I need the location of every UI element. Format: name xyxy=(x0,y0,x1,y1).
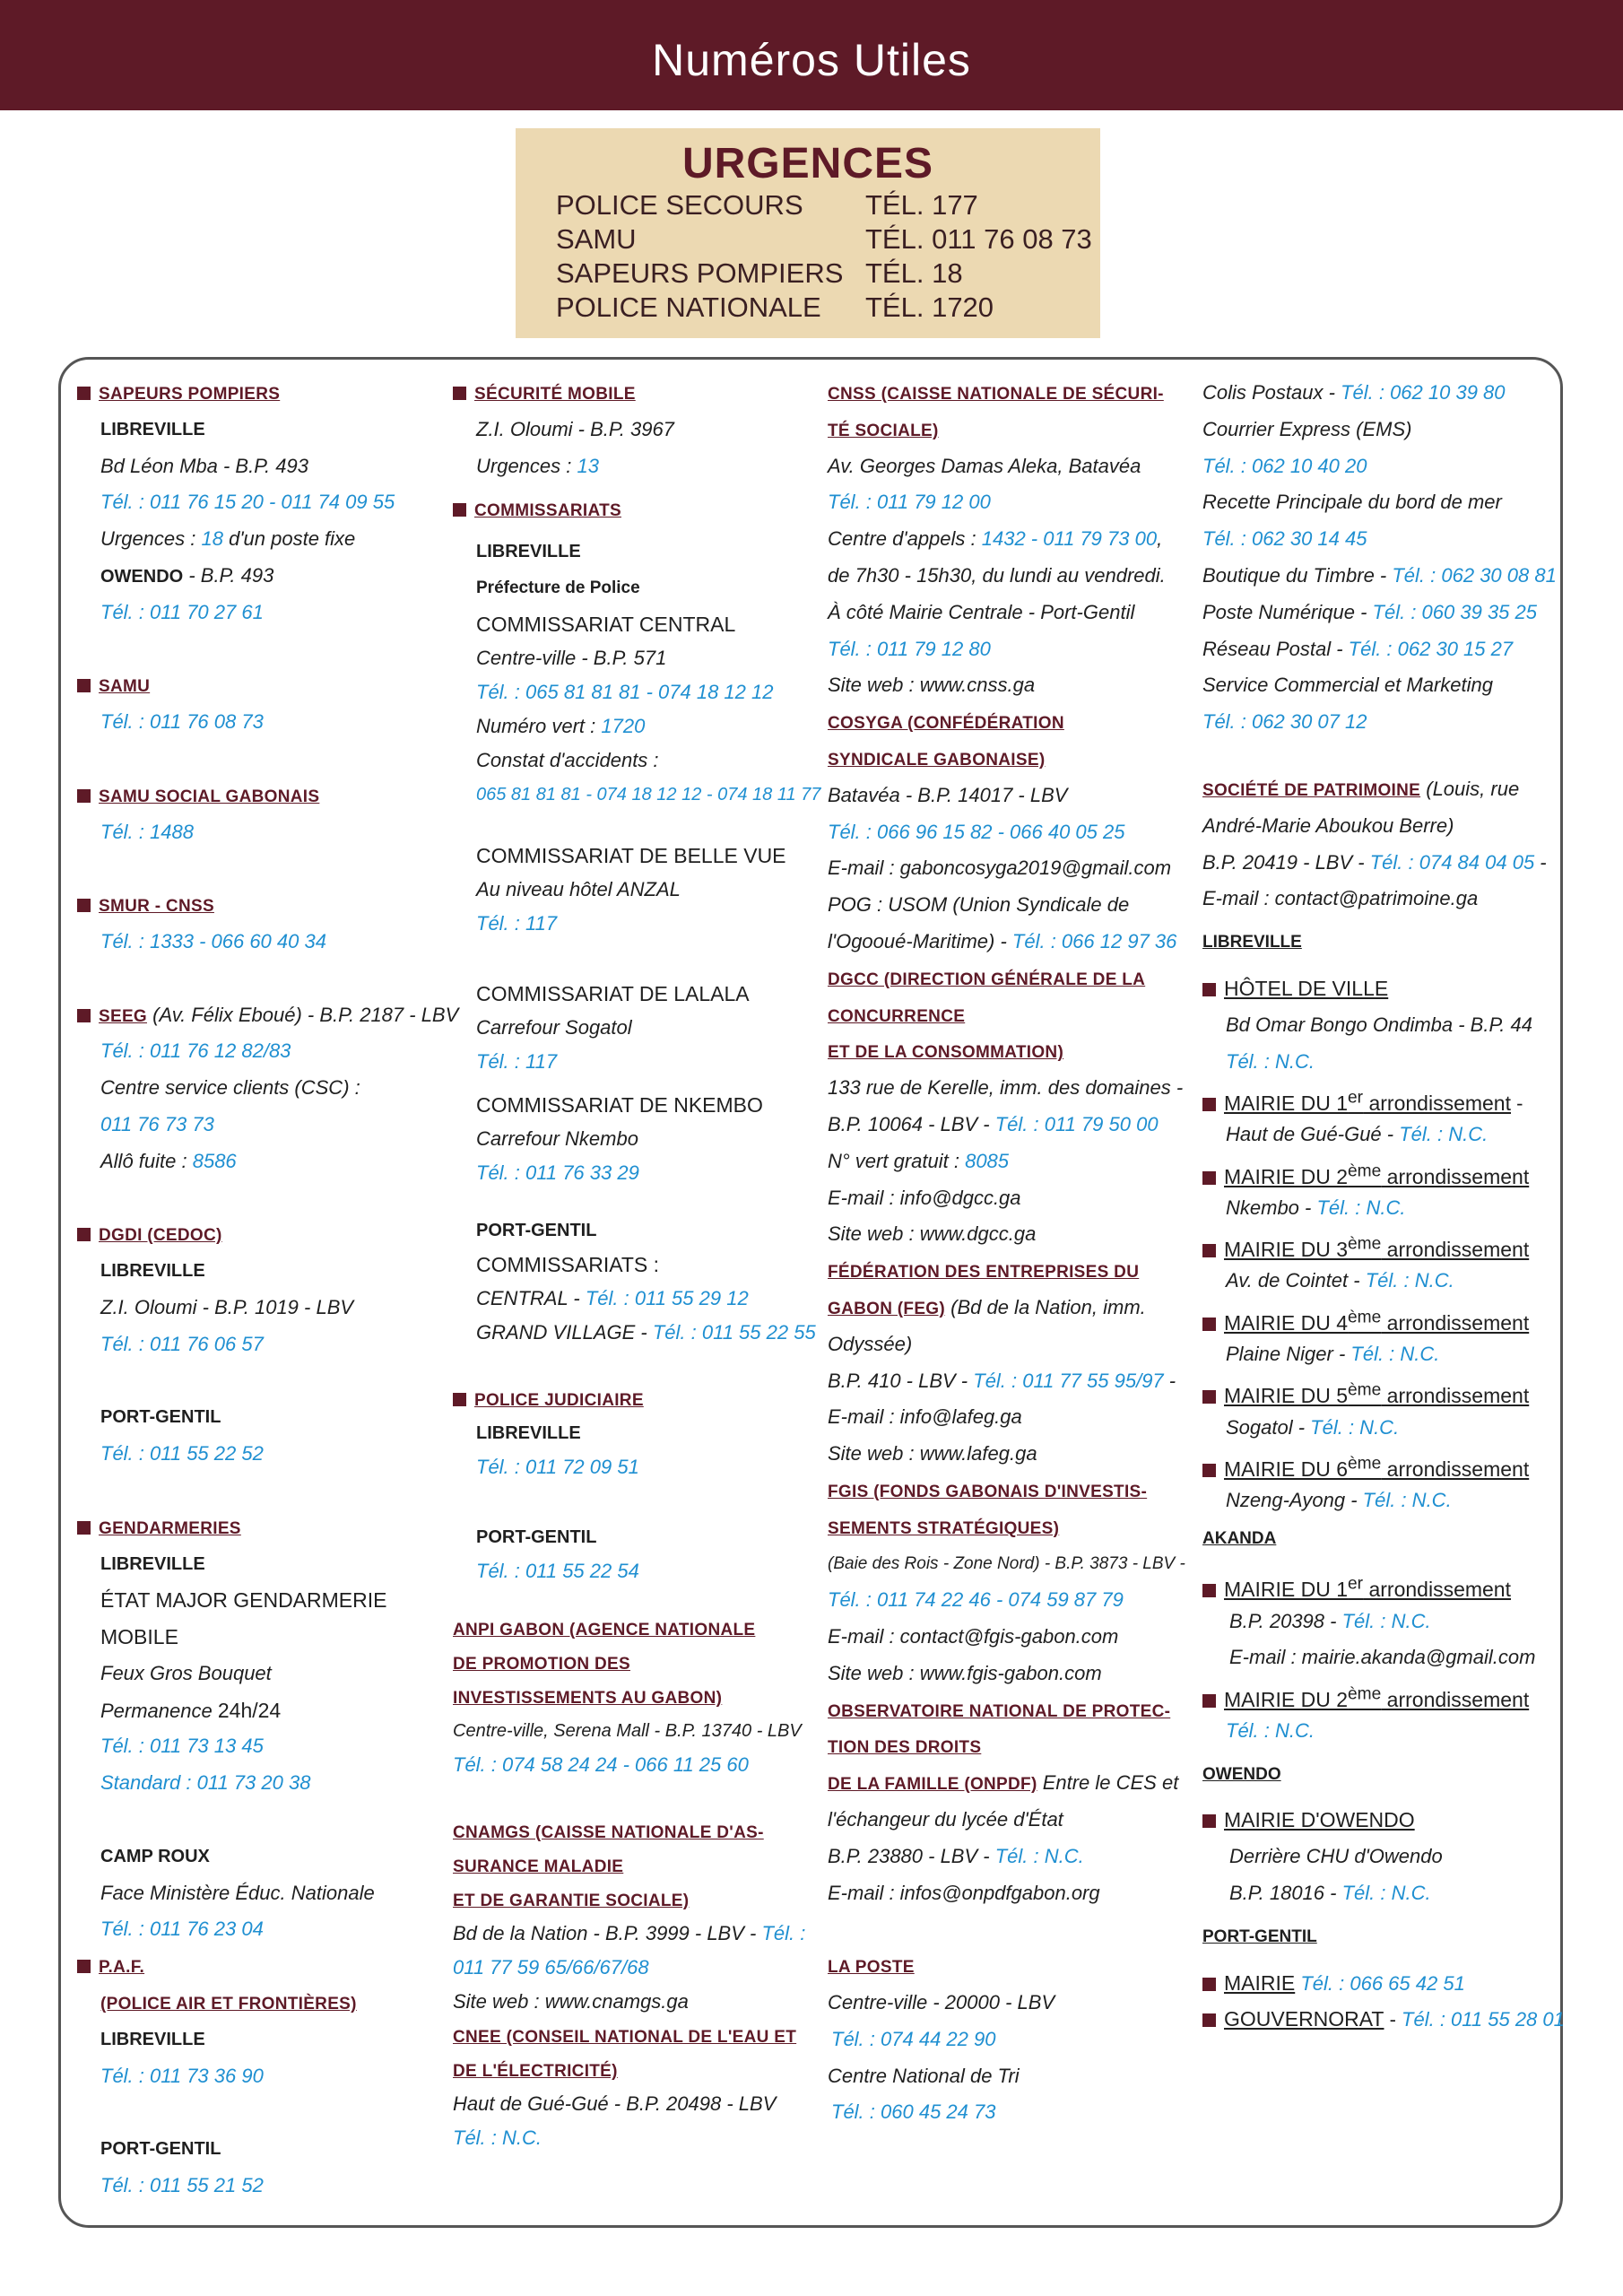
phone-link[interactable]: Tél. : 011 55 21 52 xyxy=(100,2174,264,2197)
section-heading: SEEG xyxy=(99,1006,147,1026)
address: Z.I. Oloumi - B.P. 3967 xyxy=(476,417,674,440)
service-label: Numéro vert : xyxy=(476,714,602,737)
service-label: Poste Numérique - xyxy=(1202,600,1373,623)
address: B.P. 18016 - xyxy=(1229,1882,1342,1905)
bullet-icon xyxy=(1202,1814,1216,1828)
punctuation: - xyxy=(1511,1092,1523,1115)
bullet-icon xyxy=(453,1393,466,1406)
phone-label: Tél. : xyxy=(761,1921,806,1944)
hours: 24h/24 xyxy=(217,1698,282,1722)
ordinal: er xyxy=(1348,1574,1364,1594)
address: B.P. 20419 - LBV - xyxy=(1202,850,1370,874)
email-link[interactable]: E-mail : gaboncosyga2019@gmail.com xyxy=(828,857,1172,880)
address: Nkembo - xyxy=(1226,1196,1317,1219)
office-name: CENTRAL - xyxy=(476,1286,586,1309)
address: B.P. 410 - LBV - xyxy=(828,1369,974,1392)
phone-link[interactable]: Tél. : 062 30 15 27 xyxy=(1348,637,1514,660)
city-label: LIBREVILLE xyxy=(476,1422,581,1443)
service-label: Permanence xyxy=(100,1699,218,1722)
bullet-icon xyxy=(1202,1098,1216,1111)
service-label: Réseau Postal - xyxy=(1202,637,1349,660)
phone-link[interactable]: Tél. : 011 76 06 57 xyxy=(100,1332,264,1355)
punctuation: - xyxy=(1163,1369,1176,1392)
ordinal: ème xyxy=(1348,1234,1382,1254)
bullet-icon xyxy=(453,387,466,400)
address: Haut de Gué-Gué - B.P. 20498 - LBV xyxy=(453,2092,777,2115)
address: Face Ministère Éduc. Nationale xyxy=(100,1881,375,1904)
bullet-icon xyxy=(77,899,91,912)
service-label: Boutique du Timbre - xyxy=(1202,563,1393,587)
phone-link[interactable]: Tél. : 011 76 08 73 xyxy=(100,710,264,734)
phone-link[interactable]: Tél. : 117 xyxy=(476,1049,558,1073)
urgence-name: SAPEURS POMPIERS xyxy=(556,257,844,289)
office-name: MAIRIE DU 3 xyxy=(1224,1238,1349,1262)
bullet-icon xyxy=(77,1960,91,1973)
bullet-icon xyxy=(77,1521,91,1535)
urgence-row xyxy=(556,257,1094,291)
phone-link[interactable]: Tél. : 060 39 35 25 xyxy=(1372,600,1537,623)
office-name: MAIRIE DU 1 xyxy=(1224,1091,1349,1115)
ordinal: ème xyxy=(1348,1380,1382,1400)
urgences-title: URGENCES xyxy=(681,140,934,187)
service-label: Colis Postaux - xyxy=(1202,381,1341,404)
section-heading: SURANCE MALADIE xyxy=(453,1857,624,1876)
section-heading: COMMISSARIATS xyxy=(474,501,621,521)
phone-link[interactable]: Tél. : N.C. xyxy=(1341,1609,1431,1632)
bullet-icon xyxy=(1202,983,1216,996)
section-heading: CNSS (CAISSE NATIONALE DE SÉCURI- xyxy=(828,385,1164,404)
phone-link[interactable]: 1432 - 011 79 73 00 xyxy=(981,527,1158,551)
service-label: Courrier Express (EMS) xyxy=(1202,417,1412,440)
urgence-name: POLICE SECOURS xyxy=(556,189,803,221)
ordinal: ème xyxy=(1348,1454,1382,1474)
office-name: COMMISSARIAT DE BELLE VUE xyxy=(476,843,786,867)
phone-link[interactable]: Tél. : 074 84 04 05 xyxy=(1369,850,1535,874)
service-label: Service Commercial et Marketing xyxy=(1202,674,1493,697)
city-label: LIBREVILLE xyxy=(100,2029,205,2049)
phone-link[interactable]: Tél. : 011 55 28 01 xyxy=(1402,2008,1565,2031)
office-name: arrondissement xyxy=(1381,1384,1530,1408)
address: Haut de Gué-Gué - xyxy=(1226,1123,1400,1146)
office-name: COMMISSARIATS : xyxy=(476,1252,660,1276)
address: Centre-ville - 20000 - LBV xyxy=(828,1991,1055,2014)
address: l'échangeur du lycée d'État xyxy=(828,1808,1063,1831)
urgence-tel: TÉL. 18 xyxy=(865,257,963,289)
bullet-icon xyxy=(77,1228,91,1241)
phone-link[interactable]: Tél. : 011 76 23 04 xyxy=(100,1918,264,1941)
phone-link[interactable]: Tél. : 074 44 22 90 xyxy=(831,2027,996,2050)
bullet-icon xyxy=(1202,1694,1216,1708)
city-label: LIBREVILLE xyxy=(476,542,581,562)
address: Centre-ville - B.P. 571 xyxy=(476,646,667,669)
phone-link[interactable]: Tél. : N.C. xyxy=(1310,1415,1400,1439)
office-name: arrondissement xyxy=(1381,1310,1530,1335)
section-heading: DE PROMOTION DES xyxy=(453,1654,630,1674)
bullet-icon xyxy=(77,387,91,400)
office-name: arrondissement xyxy=(1363,1578,1511,1602)
page-title: Numéros Utiles xyxy=(652,35,971,85)
bullet-icon xyxy=(1202,1318,1216,1331)
section-heading: SAMU SOCIAL GABONAIS xyxy=(99,787,320,806)
office-subtitle: Préfecture de Police xyxy=(476,578,640,598)
service-label: N° vert gratuit : xyxy=(828,1149,966,1172)
column-1 xyxy=(77,375,459,2205)
service-label: Constat d'accidents : xyxy=(476,748,659,771)
section-heading: P.A.F. xyxy=(99,1958,145,1978)
city-label: PORT-GENTIL xyxy=(476,1526,597,1547)
bullet-icon xyxy=(1202,1584,1216,1597)
column-2 xyxy=(453,375,820,2155)
section-heading: DGDI (CEDOC) xyxy=(99,1226,222,1246)
hours: de 7h30 - 15h30, du lundi au vendredi. xyxy=(828,563,1166,587)
urgence-name: SAMU xyxy=(556,223,637,255)
section-heading: (POLICE AIR ET FRONTIÈRES) xyxy=(100,1995,357,2014)
city-label: PORT-GENTIL xyxy=(100,2139,221,2160)
section-heading: ANPI GABON (AGENCE NATIONALE xyxy=(453,1620,756,1639)
section-heading: GABON (FEG) xyxy=(828,1299,946,1318)
phone-link[interactable]: Tél. : 074 58 24 24 - 066 11 25 60 xyxy=(453,1752,749,1776)
urgence-name: POLICE NATIONALE xyxy=(556,291,821,323)
section-heading: COSYGA (CONFÉDÉRATION xyxy=(828,714,1064,734)
city-heading: LIBREVILLE xyxy=(1202,933,1302,952)
office-name: GOUVERNORAT xyxy=(1224,2007,1384,2031)
email-link[interactable]: E-mail : info@lafeg.ga xyxy=(828,1405,1022,1429)
phone-link[interactable]: Tél. : 011 79 12 00 xyxy=(828,491,991,514)
phone-link[interactable]: Tél. : 066 96 15 82 - 066 40 05 25 xyxy=(828,820,1125,843)
bullet-icon xyxy=(1202,2013,1216,2027)
phone-link[interactable]: Tél. : 065 81 81 81 - 074 18 12 12 xyxy=(476,680,774,703)
ordinal: ème xyxy=(1348,1684,1382,1704)
address: André-Marie Aboukou Berre) xyxy=(1202,813,1454,837)
urgences-note: d'un poste fixe xyxy=(222,527,356,551)
office-name: COMMISSARIAT DE NKEMBO xyxy=(476,1092,763,1117)
office-name: arrondissement xyxy=(1381,1457,1530,1481)
email-link[interactable]: E-mail : infos@onpdfgabon.org xyxy=(828,1881,1100,1904)
city-label: LIBREVILLE xyxy=(100,1553,205,1574)
phone-link[interactable]: Tél. : N.C. xyxy=(1362,1489,1452,1512)
phone-link[interactable]: Tél. : 066 65 42 51 xyxy=(1295,1971,1465,1995)
phone-link[interactable]: Tél. : 011 55 22 52 xyxy=(100,1442,264,1465)
phone-link[interactable]: 011 76 73 73 xyxy=(100,1112,214,1135)
phone-link[interactable]: Tél. : 011 70 27 61 xyxy=(100,600,264,623)
urgence-row xyxy=(556,291,1094,326)
phone-link[interactable]: Tél. : N.C. xyxy=(994,1844,1084,1867)
phone-link[interactable]: Tél. : 117 xyxy=(476,911,558,935)
city-label: LIBREVILLE xyxy=(100,1261,205,1282)
section-heading: SAPEURS POMPIERS xyxy=(99,385,281,404)
address: B.P. 20398 - xyxy=(1229,1609,1342,1632)
office-name: MAIRIE DU 1 xyxy=(1224,1578,1349,1602)
address: Carrefour Nkembo xyxy=(476,1126,638,1150)
address: B.P. 10064 - LBV - xyxy=(828,1112,995,1135)
address: Bd Léon Mba - B.P. 493 xyxy=(100,454,308,477)
office-name: COMMISSARIAT DE LALALA xyxy=(476,981,750,1005)
section-heading: TÉ SOCIALE) xyxy=(828,421,939,440)
phone-link[interactable]: Tél. : 011 76 33 29 xyxy=(476,1161,639,1184)
city-label: PORT-GENTIL xyxy=(476,1220,597,1240)
phone-link[interactable]: Tél. : 011 76 12 82/83 xyxy=(100,1039,291,1063)
urgences-box xyxy=(516,128,1100,338)
punctuation: , xyxy=(1157,527,1163,551)
website-link[interactable]: Site web : www.dgcc.ga xyxy=(828,1222,1037,1246)
phone-link[interactable]: 13 xyxy=(577,454,599,477)
address: B.P. 23880 - LBV - xyxy=(828,1844,995,1867)
office-name: MOBILE xyxy=(100,1625,178,1649)
city-heading: PORT-GENTIL xyxy=(1202,1926,1317,1946)
website-link[interactable]: Site web : www.cnss.ga xyxy=(828,674,1036,697)
bullet-icon xyxy=(1202,1464,1216,1477)
office-name: MAIRIE DU 6 xyxy=(1224,1457,1349,1481)
address: Plaine Niger - xyxy=(1226,1342,1351,1365)
address: Odyssée) xyxy=(828,1332,913,1355)
city-heading: OWENDO xyxy=(1202,1764,1281,1784)
punctuation: - xyxy=(1534,850,1547,874)
city-label: CAMP ROUX xyxy=(100,1846,210,1866)
address: Feux Gros Bouquet xyxy=(100,1661,272,1684)
phone-link[interactable]: Standard : 011 73 20 38 xyxy=(100,1771,311,1795)
address: Av. Georges Damas Aleka, Batavéa xyxy=(828,454,1141,477)
section-heading: SEMENTS STRATÉGIQUES) xyxy=(828,1518,1060,1538)
email-link[interactable]: E-mail : contact@patrimoine.ga xyxy=(1202,887,1479,910)
section-heading: DE LA FAMILLE (ONPDF) xyxy=(828,1775,1037,1795)
phone-link[interactable]: 011 77 59 65/66/67/68 xyxy=(453,1955,649,1979)
section-heading: DGCC (DIRECTION GÉNÉRALE DE LA xyxy=(828,970,1146,989)
phone-link[interactable]: Tél. : N.C. xyxy=(1316,1196,1406,1219)
bullet-icon xyxy=(1202,1978,1216,1991)
urgences-label: Urgences : xyxy=(100,527,202,551)
section-heading: ET DE GARANTIE SOCIALE) xyxy=(453,1891,690,1910)
phone-link[interactable]: 8586 xyxy=(192,1149,237,1172)
email-link[interactable]: E-mail : mairie.akanda@gmail.com xyxy=(1229,1646,1536,1669)
address: Centre-ville, Serena Mall - B.P. 13740 - LBV xyxy=(453,1720,802,1741)
service-label: Centre d'appels : xyxy=(828,527,982,551)
bullet-icon xyxy=(77,1009,91,1022)
website-link[interactable]: Site web : www.fgis-gabon.com xyxy=(828,1661,1102,1684)
urgence-tel: TÉL. 1720 xyxy=(865,291,994,323)
address: Z.I. Oloumi - B.P. 1019 - LBV xyxy=(100,1295,354,1318)
city-heading: AKANDA xyxy=(1202,1528,1277,1548)
section-heading: SOCIÉTÉ DE PATRIMOINE xyxy=(1202,780,1421,800)
section-heading: SÉCURITÉ MOBILE xyxy=(474,385,636,404)
office-name: arrondissement xyxy=(1381,1687,1530,1711)
section-heading: SAMU xyxy=(99,677,151,697)
address: (Baie des Rois - Zone Nord) - B.P. 3873 - LBV - xyxy=(828,1553,1185,1573)
phone-link[interactable]: Tél. : 011 76 15 20 - 011 74 09 55 xyxy=(100,491,395,514)
bullet-icon xyxy=(1202,1171,1216,1185)
city-label: LIBREVILLE xyxy=(100,419,205,439)
section-heading: CNAMGS (CAISSE NATIONALE D'AS- xyxy=(453,1822,764,1842)
office-name: Centre National de Tri xyxy=(828,2064,1020,2087)
office-name: MAIRIE D'OWENDO xyxy=(1224,1808,1415,1832)
address: - B.P. 493 xyxy=(183,563,274,587)
phone-link[interactable]: Tél. : N.C. xyxy=(1365,1269,1454,1292)
section-heading: SMUR - CNSS xyxy=(99,897,214,917)
bullet-icon xyxy=(77,679,91,692)
phone-link[interactable]: Tél. : N.C. xyxy=(1341,1882,1431,1905)
address: Av. de Cointet - xyxy=(1226,1269,1366,1292)
urgence-row xyxy=(556,223,1094,257)
email-link[interactable]: E-mail : contact@fgis-gabon.com xyxy=(828,1625,1119,1648)
phone-link[interactable]: Tél. : 062 10 39 80 xyxy=(1341,381,1506,404)
address: Derrière CHU d'Owendo xyxy=(1229,1845,1443,1868)
phone-link[interactable]: 065 81 81 81 - 074 18 12 12 - 074 18 11 77 xyxy=(476,784,821,804)
ordinal: ème xyxy=(1348,1308,1382,1327)
service-label: Allô fuite : xyxy=(100,1149,193,1172)
phone-link[interactable]: 8085 xyxy=(965,1149,1010,1172)
phone-link[interactable]: Tél. : 062 30 14 45 xyxy=(1202,527,1367,551)
address: À côté Mairie Centrale - Port-Gentil xyxy=(828,600,1135,623)
column-4 xyxy=(1202,375,1570,2038)
ordinal: er xyxy=(1348,1088,1364,1108)
office-name: arrondissement xyxy=(1381,1238,1530,1262)
urgence-tel: TÉL. 011 76 08 73 xyxy=(865,223,1092,255)
section-heading: OBSERVATOIRE NATIONAL DE PROTEC- xyxy=(828,1701,1171,1721)
office-name: GRAND VILLAGE - xyxy=(476,1320,653,1344)
phone-link[interactable]: 1720 xyxy=(601,714,646,737)
phone-link[interactable]: Tél. : N.C. xyxy=(1399,1123,1488,1146)
urgence-row xyxy=(556,189,1094,223)
office-name: POG : USOM (Union Syndicale de xyxy=(828,893,1130,917)
phone-link[interactable]: Tél. : 011 73 13 45 xyxy=(100,1735,264,1758)
office-name: COMMISSARIAT CENTRAL xyxy=(476,612,736,636)
phone-link[interactable]: Tél. : 1333 - 066 60 40 34 xyxy=(100,929,326,952)
address: Au niveau hôtel ANZAL xyxy=(476,877,681,900)
address: 133 rue de Kerelle, imm. des domaines - xyxy=(828,1076,1184,1100)
section-heading: ET DE LA CONSOMMATION) xyxy=(828,1043,1064,1063)
ordinal: ème xyxy=(1348,1161,1382,1180)
address: Bd de la Nation - B.P. 3999 - LBV - xyxy=(453,1921,762,1944)
office-name: MAIRIE xyxy=(1224,1970,1296,1995)
address: Entre le CES et xyxy=(1037,1771,1179,1795)
office-name: ÉTAT MAJOR GENDARMERIE xyxy=(100,1588,387,1613)
section-heading: SYNDICALE GABONAISE) xyxy=(828,750,1046,770)
service-label: Centre service clients (CSC) : xyxy=(100,1076,360,1100)
phone-link[interactable]: Tél. : 1488 xyxy=(100,820,194,843)
phone-link[interactable]: Tél. : 062 10 40 20 xyxy=(1202,454,1367,477)
address: Sogatol - xyxy=(1226,1415,1311,1439)
phone-link[interactable]: Tél. : N.C. xyxy=(1350,1342,1440,1365)
phone-link[interactable]: Tél. : 011 55 22 55 xyxy=(652,1320,816,1344)
section-heading: DE L'ÉLECTRICITÉ) xyxy=(453,2061,618,2081)
phone-link[interactable]: Tél. : 062 30 07 12 xyxy=(1202,710,1367,734)
bullet-icon xyxy=(1202,1244,1216,1257)
city-label: PORT-GENTIL xyxy=(100,1407,221,1428)
phone-link[interactable]: Tél. : 066 12 97 36 xyxy=(1011,929,1177,952)
address: (Av. Félix Eboué) - B.P. 2187 - LBV xyxy=(147,1003,459,1026)
service-label: Recette Principale du bord de mer xyxy=(1202,491,1502,514)
column-3 xyxy=(828,375,1195,2131)
phone-link[interactable]: Tél. : 011 74 22 46 - 074 59 87 79 xyxy=(828,1588,1124,1612)
address: Batavéa - B.P. 14017 - LBV xyxy=(828,783,1068,806)
phone-link[interactable]: Tél. : 011 77 55 95/97 xyxy=(973,1369,1164,1392)
office-name: HÔTEL DE VILLE xyxy=(1224,976,1389,1000)
city-label: OWENDO xyxy=(100,566,184,587)
address: Carrefour Sogatol xyxy=(476,1015,632,1039)
website-link[interactable]: Site web : www.cnamgs.ga xyxy=(453,1989,689,2013)
phone-link[interactable]: Tél. : 062 30 08 81 xyxy=(1392,563,1557,587)
phone-link[interactable]: Tél. : 011 55 22 54 xyxy=(476,1559,639,1582)
urgence-tel: TÉL. 177 xyxy=(865,189,978,221)
office-name: arrondissement xyxy=(1381,1164,1530,1188)
office-name: MAIRIE DU 5 xyxy=(1224,1384,1349,1408)
section-heading: FGIS (FONDS GABONAIS D'INVESTIS- xyxy=(828,1482,1148,1501)
phone-link[interactable]: Tél. : 011 72 09 51 xyxy=(476,1455,639,1478)
section-heading: POLICE JUDICIAIRE xyxy=(474,1390,644,1410)
urgences-label: Urgences : xyxy=(476,454,577,477)
section-heading: CONCURRENCE xyxy=(828,1006,966,1026)
office-name: MAIRIE DU 4 xyxy=(1224,1310,1349,1335)
phone-link[interactable]: Tél. : 060 45 24 73 xyxy=(831,2100,996,2124)
bullet-icon xyxy=(1202,1390,1216,1404)
phone-link[interactable]: Tél. : N.C. xyxy=(453,2126,542,2149)
phone-link[interactable]: Tél. : 011 79 50 00 xyxy=(994,1112,1159,1135)
phone-link[interactable]: Tél. : N.C. xyxy=(1226,1718,1315,1742)
section-heading: FÉDÉRATION DES ENTREPRISES DU xyxy=(828,1263,1140,1283)
address: Bd Omar Bongo Ondimba - B.P. 44 xyxy=(1226,1013,1532,1036)
office-name: l'Ogooué-Maritime) - xyxy=(828,929,1012,952)
punctuation: - xyxy=(1384,2008,1402,2031)
section-heading: GENDARMERIES xyxy=(99,1518,241,1538)
phone-link[interactable]: Tél. : 011 79 12 80 xyxy=(828,637,991,660)
phone-link[interactable]: 18 xyxy=(201,527,223,551)
section-heading: LA POSTE xyxy=(828,1958,915,1978)
office-name: MAIRIE DU 2 xyxy=(1224,1687,1349,1711)
page-header xyxy=(0,0,1623,110)
address: (Louis, rue xyxy=(1420,777,1520,800)
address: Nzeng-Ayong - xyxy=(1226,1489,1363,1512)
phone-link[interactable]: Tél. : 011 73 36 90 xyxy=(100,2064,264,2087)
section-heading: TION DES DROITS xyxy=(828,1738,982,1758)
bullet-icon xyxy=(77,789,91,803)
email-link[interactable]: E-mail : info@dgcc.ga xyxy=(828,1186,1021,1209)
office-name: arrondissement xyxy=(1363,1091,1511,1115)
website-link[interactable]: Site web : www.lafeg.ga xyxy=(828,1442,1037,1465)
phone-link[interactable]: Tél. : 011 55 29 12 xyxy=(585,1286,749,1309)
office-name: MAIRIE DU 2 xyxy=(1224,1164,1349,1188)
bullet-icon xyxy=(453,503,466,517)
section-heading: INVESTISSEMENTS AU GABON) xyxy=(453,1688,723,1708)
address: (Bd de la Nation, imm. xyxy=(945,1295,1146,1318)
section-heading: CNEE (CONSEIL NATIONAL DE L'EAU ET xyxy=(453,2027,797,2047)
phone-link[interactable]: Tél. : N.C. xyxy=(1226,1049,1315,1073)
